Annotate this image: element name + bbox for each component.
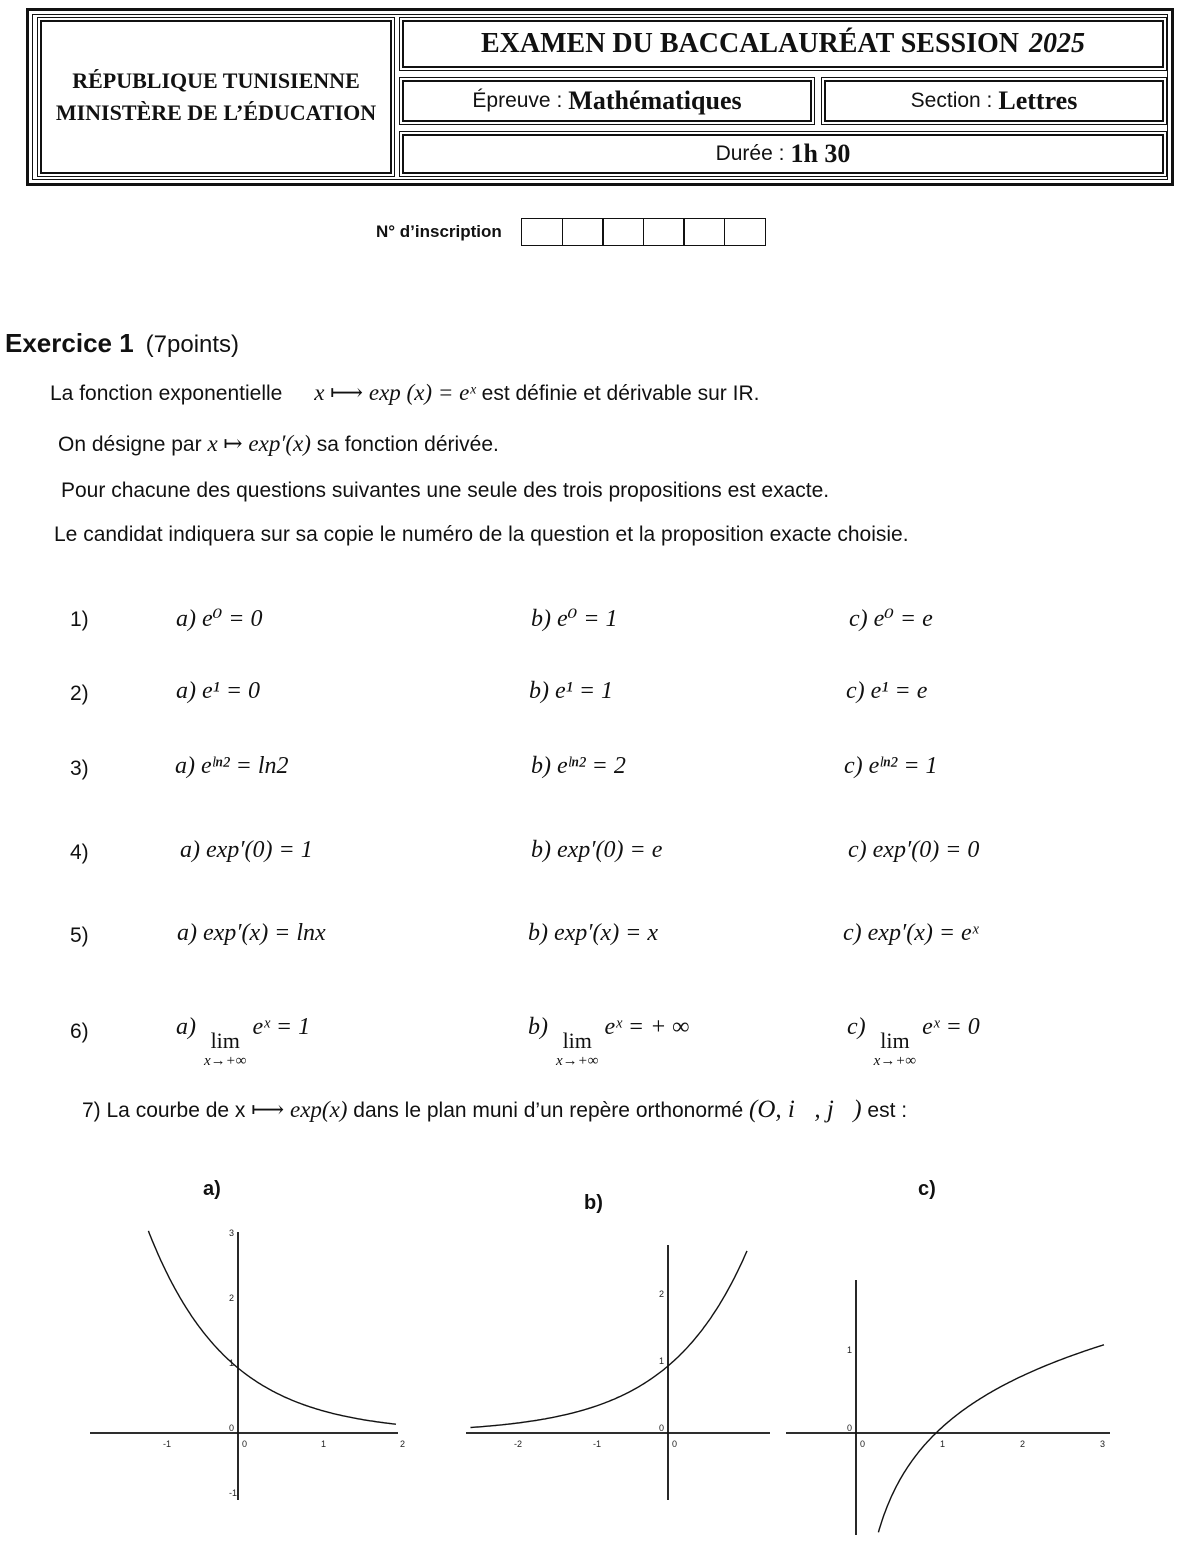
inscription-label: N° d’inscription: [376, 222, 502, 241]
y-tick-label: 0: [847, 1423, 853, 1433]
option-a: a) e¹ = 0: [176, 678, 261, 704]
option-a: a) exp′(x) = lnx: [177, 920, 326, 946]
x-tick-label: -1: [593, 1439, 602, 1449]
intro-1-text-end: est définie et dérivable sur IR.: [481, 382, 760, 405]
y-tick-label: 1: [229, 1358, 235, 1368]
intro-1-math: x ⟼ exp (x) = eˣ: [314, 380, 476, 405]
question-number: 6): [70, 1020, 89, 1043]
question-number: 2): [70, 682, 89, 705]
option-b: b) e¹ = 1: [529, 678, 614, 704]
question-7-text-end: est :: [867, 1099, 908, 1122]
y-tick-label: 1: [659, 1356, 665, 1366]
y-tick-label: 2: [229, 1293, 235, 1303]
graph-a: [90, 1228, 405, 1500]
section-value: Lettres: [998, 86, 1078, 115]
limit-sub: x→+∞: [556, 1053, 599, 1069]
graph-a-label: a): [203, 1178, 221, 1200]
option-b: b) eˡⁿ² = 2: [531, 753, 626, 779]
function-curve: [148, 1231, 396, 1424]
section-label: Section :: [910, 89, 993, 112]
option-b: b) e⁰ = 1: [531, 606, 618, 632]
exercise-name: Exercice 1: [5, 328, 134, 358]
x-tick-label: 2: [1020, 1439, 1026, 1449]
question-number: 1): [70, 608, 89, 631]
question-7-math: ⟼ exp(x): [251, 1097, 348, 1122]
intro-1-text: La fonction exponentielle: [50, 382, 283, 405]
x-tick-label: -1: [163, 1439, 172, 1449]
option-c: c) eˡⁿ² = 1: [844, 753, 938, 779]
option-a-body: eˣ = 1: [252, 1014, 311, 1040]
question-number: 4): [70, 841, 89, 864]
intro-2-math: x ↦ exp′(x): [207, 431, 311, 456]
y-tick-label: 0: [229, 1423, 235, 1433]
repere-notation: (O, i⃗, j⃗): [749, 1096, 862, 1123]
exam-year: 2025: [1029, 28, 1086, 59]
epreuve-label: Épreuve :: [472, 89, 563, 112]
x-tick-label: 2: [400, 1439, 406, 1449]
y-tick-label: 3: [229, 1228, 235, 1238]
option-a: a) e⁰ = 0: [176, 606, 263, 632]
duree-value: 1h 30: [790, 139, 851, 168]
function-curve: [471, 1251, 748, 1428]
option-b: b) exp′(0) = e: [531, 837, 663, 863]
intro-line-3: Pour chacune des questions suivantes une seule des trois propositions est exacte.: [61, 479, 830, 502]
duree-label: Durée :: [715, 142, 785, 165]
question-number: 3): [70, 757, 89, 780]
limit-word: lim: [562, 1028, 592, 1053]
exercise-points: (7points): [145, 331, 240, 358]
graph-c: [786, 1280, 1110, 1535]
option-b-body: eˣ = + ∞: [604, 1014, 690, 1040]
limit-sub: x→+∞: [873, 1053, 917, 1069]
ministry-name: MINISTÈRE DE L’ÉDUCATION: [55, 100, 377, 125]
option-c: c) e⁰ = e: [849, 606, 933, 632]
function-curve: [878, 1345, 1104, 1533]
question-7-text-mid: dans le plan muni d’un repère orthonormé: [353, 1099, 744, 1122]
y-tick-label: 2: [659, 1289, 665, 1299]
option-a-prefix: a): [176, 1014, 196, 1040]
x-tick-label: 3: [1100, 1439, 1106, 1449]
country-name: RÉPUBLIQUE TUNISIENNE: [72, 68, 360, 93]
option-c-body: eˣ = 0: [922, 1014, 980, 1040]
exam-title: EXAMEN DU BACCALAURÉAT SESSION: [480, 28, 1020, 59]
option-a: a) exp′(0) = 1: [180, 837, 313, 863]
epreuve-value: Mathématiques: [568, 86, 742, 115]
question-number: 5): [70, 924, 89, 947]
option-a: a) eˡⁿ² = ln2: [175, 753, 289, 779]
intro-2-text-end: sa fonction dérivée.: [316, 433, 499, 456]
intro-2-text: On désigne par: [58, 433, 202, 456]
option-c: c) exp′(x) = eˣ: [843, 920, 979, 946]
limit-sub: x→+∞: [204, 1053, 247, 1069]
option-b: b) exp′(x) = x: [528, 920, 659, 946]
graph-b-label: b): [584, 1192, 603, 1214]
x-tick-label: -2: [514, 1439, 523, 1449]
limit-word: lim: [210, 1028, 240, 1053]
option-c: c) e¹ = e: [846, 678, 928, 704]
y-tick-label: -1: [229, 1488, 238, 1498]
y-tick-label: 1: [847, 1345, 853, 1355]
graph-b: [466, 1245, 770, 1500]
limit-word: lim: [880, 1028, 910, 1053]
graph-c-label: c): [918, 1178, 936, 1200]
x-tick-label: 1: [321, 1439, 327, 1449]
y-tick-label: 0: [659, 1423, 665, 1433]
question-7-text: 7) La courbe de x: [82, 1099, 246, 1122]
x-tick-label: 0: [242, 1439, 248, 1449]
x-tick-label: 0: [672, 1439, 678, 1449]
option-c: c) exp′(0) = 0: [848, 837, 980, 863]
option-b-prefix: b): [528, 1014, 548, 1040]
option-c-prefix: c): [847, 1014, 866, 1040]
x-tick-label: 0: [860, 1439, 866, 1449]
x-tick-label: 1: [940, 1439, 946, 1449]
intro-line-4: Le candidat indiquera sur sa copie le numéro de la question et la proposition exacte choisie.: [54, 523, 909, 546]
